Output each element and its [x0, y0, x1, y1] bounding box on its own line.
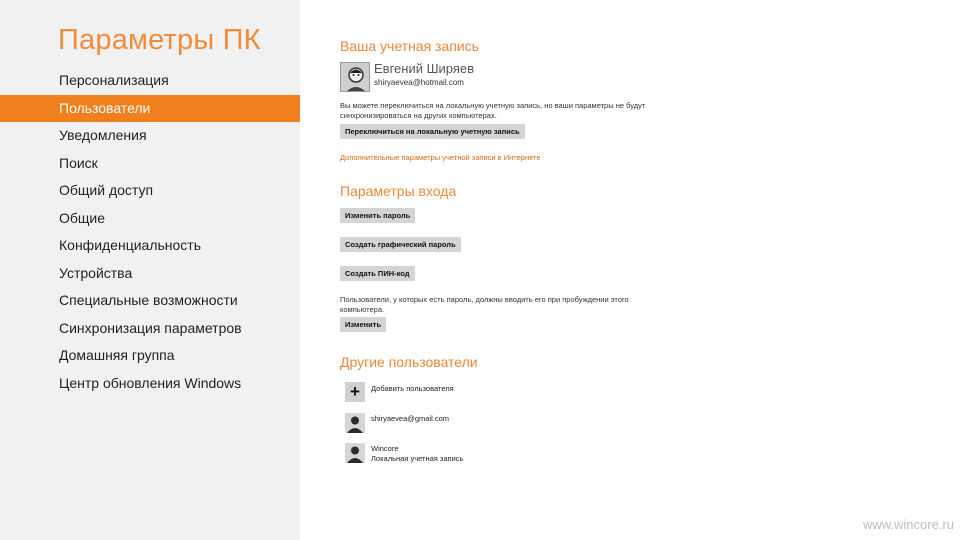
account-info-text: Вы можете переключиться на локальную учетную запись, но ваши параметры не будут синхронизироваться на других компьютерах. [340, 101, 646, 120]
change-password-button[interactable]: Изменить пароль [340, 208, 415, 223]
wake-password-info: Пользователи, у которых есть пароль, должны вводить его при пробуждении этого компьютера. [340, 295, 629, 314]
account-name: Евгений Ширяев [374, 61, 475, 76]
account-section-title: Ваша учетная запись [340, 38, 479, 54]
add-user-label[interactable]: Добавить пользователя [371, 384, 454, 393]
user-tile-wincore[interactable] [345, 443, 365, 463]
nav-item-search[interactable]: Поиск [59, 154, 98, 171]
sidebar-nav [0, 67, 300, 397]
nav-item-users[interactable]: Пользователи [0, 95, 300, 123]
create-picture-password-button[interactable]: Создать графический пароль [340, 237, 461, 252]
more-account-settings-link[interactable]: Дополнительные параметры учетной записи в Интернете [340, 153, 541, 162]
watermark: www.wincore.ru [862, 517, 954, 532]
main-content [340, 0, 940, 540]
nav-item-sharing[interactable]: Общий доступ [59, 182, 154, 198]
user-name-gmail: shiryaevea@gmail.com [371, 414, 450, 423]
sidebar [0, 0, 300, 540]
user-subtitle-wincore: Локальная учетная запись [371, 454, 464, 463]
other-users-section-title: Другие пользователи [340, 354, 478, 370]
nav-item-ease-of-access[interactable]: Специальные возможности [59, 292, 238, 308]
add-user-tile[interactable] [345, 382, 365, 402]
switch-to-local-account-button[interactable]: Переключиться на локальную учетную запись [340, 124, 525, 139]
nav-item-homegroup[interactable]: Домашняя группа [59, 347, 175, 363]
nav-item-windows-update[interactable]: Центр обновления Windows [59, 374, 242, 391]
user-name-wincore: Wincore [371, 444, 399, 453]
nav-item-privacy[interactable]: Конфиденциальность [59, 237, 202, 253]
user-photo-icon [341, 63, 370, 92]
nav-item-notifications[interactable]: Уведомления [59, 127, 147, 143]
create-pin-button[interactable]: Создать ПИН-код [340, 266, 415, 281]
signin-section-title: Параметры входа [340, 183, 457, 199]
account-avatar[interactable] [340, 62, 370, 92]
person-icon [345, 443, 365, 463]
nav-item-sync[interactable]: Синхронизация параметров [59, 319, 242, 336]
person-icon [345, 413, 365, 433]
plus-icon: + [350, 382, 360, 401]
app-title: Параметры ПК [58, 24, 261, 56]
nav-item-personalization[interactable]: Персонализация [59, 72, 169, 88]
nav-item-devices[interactable]: Устройства [59, 264, 133, 281]
change-wake-policy-button[interactable]: Изменить [340, 317, 386, 332]
nav-item-general[interactable]: Общие [59, 209, 106, 226]
user-tile-gmail[interactable] [345, 413, 365, 433]
account-email: shiryaevea@hotmail.com [374, 78, 464, 87]
